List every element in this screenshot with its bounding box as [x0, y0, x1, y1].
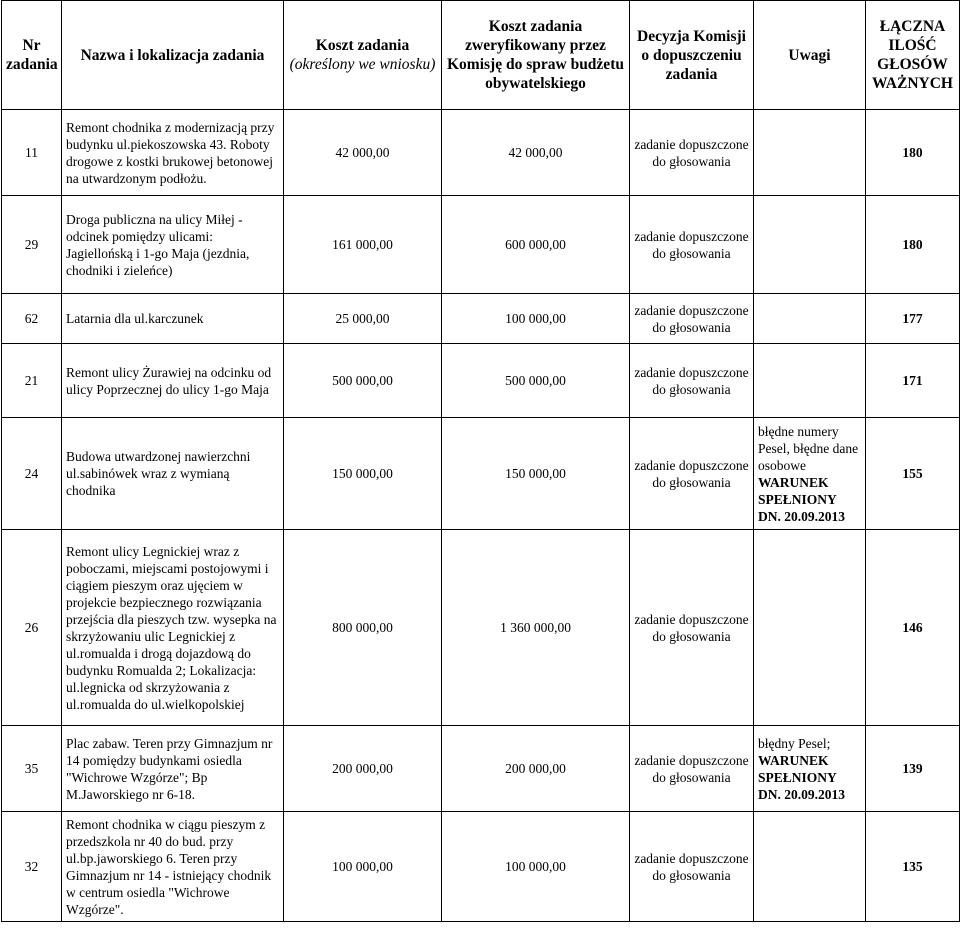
task-verified-cost: 1 360 000,00 [442, 530, 630, 726]
header-nr: Nr zadania [2, 1, 62, 110]
task-number: 26 [2, 530, 62, 726]
table-row [2, 530, 960, 726]
task-decision: zadanie dopuszczone do głosowania [630, 812, 754, 922]
task-name: Remont chodnika z modernizacją przy budynku ul.piekoszowska 43. Roboty drogowe z kostki brukowej betonowej na utwardzonym podłożu. [62, 110, 284, 196]
task-cost: 25 000,00 [284, 294, 442, 344]
task-votes: 135 [866, 812, 960, 922]
task-votes: 139 [866, 726, 960, 812]
task-name: Plac zabaw. Teren przy Gimnazjum nr 14 pomiędzy budynkami osiedla "Wichrowe Wzgórze"; Bp M.Jaworskiego nr 6-18. [62, 726, 284, 812]
task-cost: 42 000,00 [284, 110, 442, 196]
task-votes: 146 [866, 530, 960, 726]
task-votes: 180 [866, 110, 960, 196]
note-condition: WARUNEK SPEŁNIONY DN. 20.09.2013 [758, 752, 845, 802]
task-verified-cost: 500 000,00 [442, 344, 630, 418]
note-condition: WARUNEK SPEŁNIONY DN. 20.09.2013 [758, 474, 845, 524]
task-verified-cost: 600 000,00 [442, 196, 630, 294]
task-decision: zadanie dopuszczone do głosowania [630, 530, 754, 726]
task-name: Latarnia dla ul.karczunek [62, 294, 284, 344]
task-cost: 150 000,00 [284, 418, 442, 530]
table-row [2, 726, 960, 812]
task-name: Remont ulicy Legnickiej wraz z poboczami, miejscami postojowymi i ciągiem pieszym oraz ujęciem w projekcie bezpiecznego rozwiązania przejścia dla pieszych tzw. wysepka na skrzyżowaniu ulic Legnickiej z ul.romualda i drogą dojazdową do budynku Romualda 2; Lokalizacja: ul.legnicka od skrzyżowania z ul.romualda do ul.wielkopolskiej [62, 530, 284, 726]
header-cost [284, 1, 442, 110]
table-row [2, 812, 960, 922]
task-note [754, 110, 866, 196]
task-number: 32 [2, 812, 62, 922]
task-decision: zadanie dopuszczone do głosowania [630, 196, 754, 294]
note-text: błędny Pesel; [758, 735, 831, 751]
table-row [2, 294, 960, 344]
task-decision: zadanie dopuszczone do głosowania [630, 418, 754, 530]
task-name: Remont chodnika w ciągu pieszym z przedszkola nr 40 do bud. przy ul.bp.jaworskiego 6. Teren przy Gimnazjum nr 14 - istniejący chodnik w centrum osiedla "Wichrowe Wzgórze". [62, 812, 284, 922]
task-votes: 171 [866, 344, 960, 418]
task-number: 62 [2, 294, 62, 344]
task-cost: 500 000,00 [284, 344, 442, 418]
header-decision: Decyzja Komisji o dopuszczeniu zadania [630, 1, 754, 110]
task-votes: 177 [866, 294, 960, 344]
task-votes: 155 [866, 418, 960, 530]
task-decision: zadanie dopuszczone do głosowania [630, 294, 754, 344]
task-note [754, 418, 866, 530]
header-cost-title: Koszt zadania [315, 37, 410, 54]
task-note [754, 344, 866, 418]
task-number: 21 [2, 344, 62, 418]
task-note [754, 294, 866, 344]
task-verified-cost: 200 000,00 [442, 726, 630, 812]
task-verified-cost: 42 000,00 [442, 110, 630, 196]
task-cost: 800 000,00 [284, 530, 442, 726]
table-row [2, 196, 960, 294]
header-verified-cost: Koszt zadania zweryfikowany przez Komisję do spraw budżetu obywatelskiego [442, 1, 630, 110]
task-number: 24 [2, 418, 62, 530]
task-note [754, 530, 866, 726]
task-cost: 200 000,00 [284, 726, 442, 812]
header-row [2, 1, 960, 110]
task-cost: 100 000,00 [284, 812, 442, 922]
results-table [1, 0, 960, 922]
task-name: Budowa utwardzonej nawierzchni ul.sabinówek wraz z wymianą chodnika [62, 418, 284, 530]
task-decision: zadanie dopuszczone do głosowania [630, 344, 754, 418]
task-note [754, 726, 866, 812]
task-name: Remont ulicy Żurawiej na odcinku od ulicy Poprzecznej do ulicy 1-go Maja [62, 344, 284, 418]
task-number: 29 [2, 196, 62, 294]
header-notes: Uwagi [754, 1, 866, 110]
header-cost-subtitle: (określony we wniosku) [289, 56, 436, 73]
task-name: Droga publiczna na ulicy Miłej - odcinek pomiędzy ulicami: Jagiellońską i 1-go Maja (jezdnia, chodniki i zieleńce) [62, 196, 284, 294]
task-decision: zadanie dopuszczone do głosowania [630, 110, 754, 196]
note-text: błędne numery Pesel, błędne dane osobowe [758, 423, 859, 473]
task-cost: 161 000,00 [284, 196, 442, 294]
task-note [754, 812, 866, 922]
task-verified-cost: 100 000,00 [442, 294, 630, 344]
task-decision: zadanie dopuszczone do głosowania [630, 726, 754, 812]
task-verified-cost: 100 000,00 [442, 812, 630, 922]
task-number: 35 [2, 726, 62, 812]
task-number: 11 [2, 110, 62, 196]
task-votes: 180 [866, 196, 960, 294]
header-name: Nazwa i lokalizacja zadania [62, 1, 284, 110]
task-note [754, 196, 866, 294]
task-verified-cost: 150 000,00 [442, 418, 630, 530]
table-row [2, 344, 960, 418]
table-row [2, 110, 960, 196]
header-votes: ŁĄCZNA ILOŚĆ GŁOSÓW WAŻNYCH [866, 1, 960, 110]
table-row [2, 418, 960, 530]
